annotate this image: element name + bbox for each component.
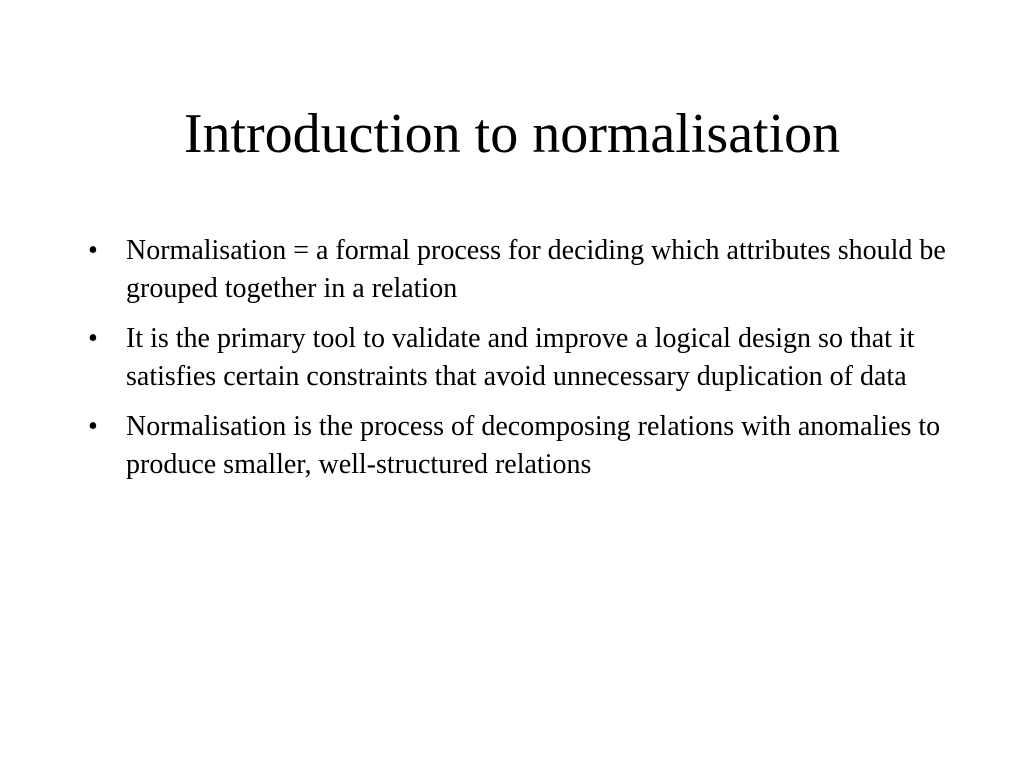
bullet-item (88, 232, 958, 308)
bullet-list (88, 232, 958, 496)
bullet-text: Normalisation is the process of decomposing relations with anomalies to produce smaller, well-structured relations (126, 411, 941, 480)
bullet-icon: • (88, 411, 98, 442)
bullet-text: It is the primary tool to validate and improve a logical design so that it satisfies certain constraints that avoid unnecessary duplication of data (126, 323, 915, 392)
slide-title: Introduction to normalisation (183, 103, 841, 165)
bullet-text: Normalisation = a formal process for deciding which attributes should be grouped together in a relation (126, 235, 946, 304)
bullet-icon: • (88, 323, 98, 354)
bullet-item (88, 320, 958, 396)
bullet-item (88, 408, 958, 484)
bullet-icon: • (88, 235, 98, 266)
